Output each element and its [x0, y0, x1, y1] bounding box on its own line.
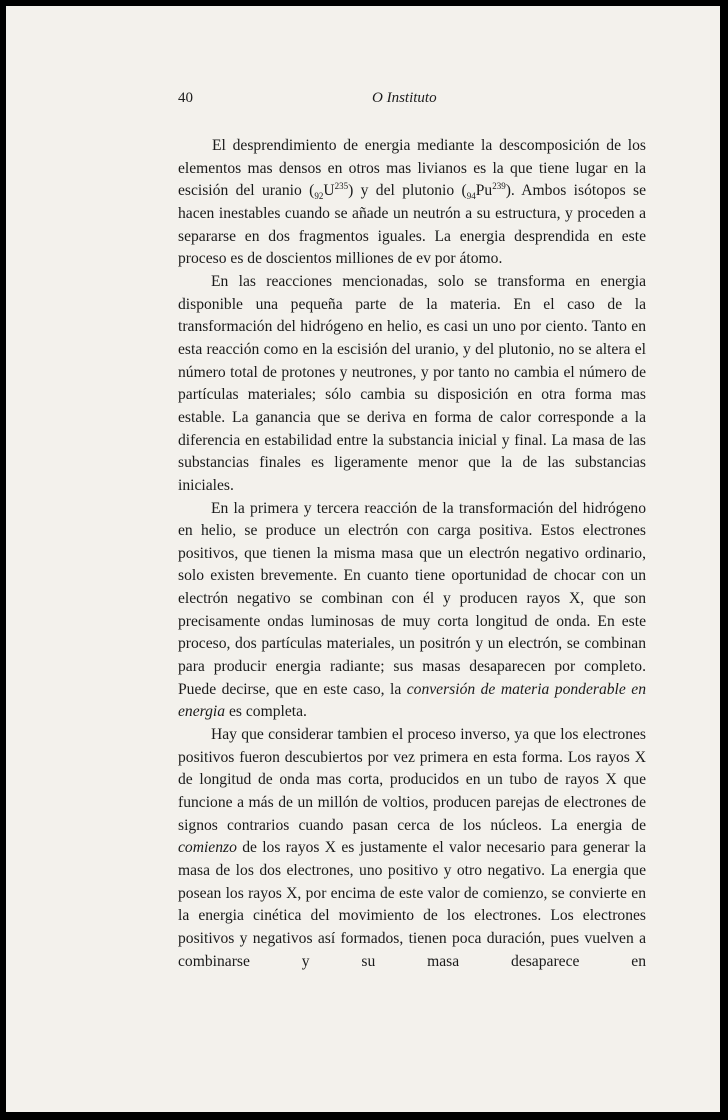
body-text: [178, 135, 646, 973]
plutonium-mass-number: 239: [492, 181, 506, 192]
paragraph-2: En las reacciones mencionadas, solo se transforma en energia disponible una pequeña parte de la materia. En el caso de la transformación del hidrógeno en helio, es casi un uno por ciento. Tanto en esta reacción como en la escisión del uranio, y del plutonio, no se altera el número total de protones y neutrones, y por tanto no cambia el número de partículas materiales; sólo cambia su disposición en otra forma mas estable. La ganancia que se deriva en forma de calor corresponde a la diferencia en estabilidad entre la substancia inicial y final. La masa de las substancias finales es ligeramente menor que la de las substancias iniciales.: [178, 272, 646, 494]
paragraph-1: El desprendimiento de energia mediante la descomposición de los elementos mas densos en otros mas livianos es la que tiene lugar en la escisión del uranio $(_{92}U^{235})$ y del plutonio $(_{94}Pu^{239})$. Ambos isótopos se hacen inestables cuando se añade un neutrón a su estructura, y proceden a separarse en dos fragmentos iguales. La energia desprendida en este proceso es de doscientos milliones de ev por átomo.: [178, 137, 646, 268]
uranium-atomic-number: 92: [314, 191, 324, 202]
emphasis-conversion: conversión de materia ponderable en energia: [178, 680, 646, 721]
uranium-symbol: U: [323, 182, 335, 200]
page-number: 40: [178, 90, 193, 106]
plutonium-atomic-number: 94: [466, 191, 476, 202]
journal-title: O Instituto: [372, 90, 437, 106]
paragraph-4: Hay que considerar tambien el proceso inverso, ya que los electrones positivos fueron descubiertos por vez primera en esta forma. Los rayos X de longitud de onda mas corta, producidos en un tubo de rayos X que funcione a más de un millón de voltios, producen parejas de electrones de signos contrarios cuando pasan cerca de los núcleos. La energia de comienzo de los rayos X es justamente el valor necesario para generar la masa de los dos electrones, uno positivo y otro negativo. La energia que posean los rayos X, por encima de este valor de comienzo, se convierte en la energia cinética del movimiento de los electrones. Los electrones positivos y negativos así formados, tienen poca duración, pues vuelven a combinarse y su masa desaparece en: [178, 726, 646, 970]
uranium-mass-number: 235: [334, 181, 349, 192]
emphasis-comienzo: comienzo: [178, 839, 237, 857]
plutonium-symbol: Pu: [475, 182, 493, 200]
paragraph-3: En la primera y tercera reacción de la transformación del hidrógeno en helio, se produce un electrón con carga positiva. Estos electrones positivos, que tienen la misma masa que un electrón negativo ordinario, solo existen brevemente. En cuanto tiene oportunidad de chocar con un electrón negativo se combinan con él y producen rayos X, que son precisamente ondas luminosas de muy corta longitud de onda. En este proceso, dos partículas materiales, un positrón y un electrón, se combinan para producir energia radiante; sus masas desaparecen por completo. Puede decirse, que en este caso, la conversión de materia ponderable en energia es completa.: [178, 499, 646, 721]
page: [6, 6, 720, 1112]
